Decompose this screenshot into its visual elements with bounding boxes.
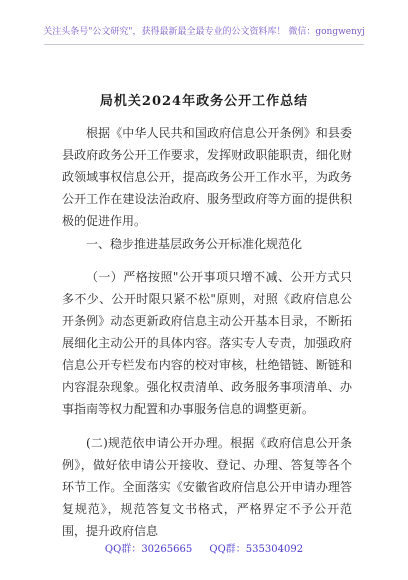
intro-paragraph <box>62 122 352 232</box>
intro-paragraph-text: 根据《中华人民共和国政府信息公开条例》和县委县政府政务公开工作要求，发挥财政职能职责，细化财政领域事权信息公开，提高政务公开工作水平，为政务公开工作在建设法治政府、服务型政府等方面的提供积极的促进作用。 <box>62 126 352 228</box>
section-heading: 一、稳步推进基层政务公开标准化规范化 <box>86 237 303 251</box>
body-paragraph-2-text: (二)规范依申请公开办理。根据《政府信息公开条例》，做好依申请公开接收、登记、办理、答复等各个环节工作。全面落实《安徽省政府信息公开申请办理答复规范》，规范答复文书格式，严格界定不予公开范围，提升政府信息 <box>62 436 352 538</box>
footer <box>0 540 408 555</box>
body-paragraph-1 <box>62 266 352 420</box>
header-banner: 关注头条号"公文研究"，获得最新最全最专业的公文资料库！ 微信：gongwenyj <box>43 27 365 37</box>
body-paragraph-2 <box>62 432 352 542</box>
body-paragraph-1-text: （一）严格按照"公开事项只增不减、公开方式只多不少、公开时限只紧不松"原则，对照《政府信息公开条例》动态更新政府信息主动公开基本目录，不断拓展细化主动公开的具体内容。落实专人专责，加强政府信息公开专栏发布内容的校对审核，杜绝错链、断链和内容混杂现象。强化权责清单、政务服务事项清单、办事指南等权力配置和办事服务信息的调整更新。 <box>62 270 352 416</box>
footer-qq-group-1: QQ群：30265665 <box>104 544 193 555</box>
header-divider <box>44 44 364 45</box>
document-title: 局机关2024年政务公开工作总结 <box>99 94 309 109</box>
footer-qq-group-2: QQ群：535304092 <box>209 544 304 555</box>
